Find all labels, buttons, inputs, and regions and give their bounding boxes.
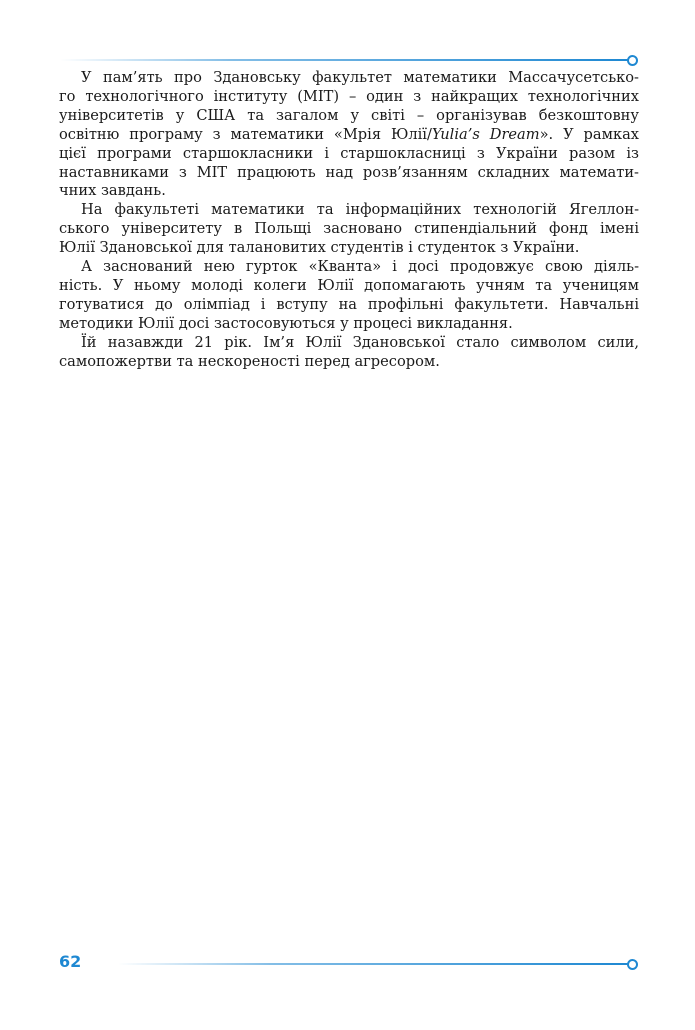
body-text <box>59 69 639 372</box>
page-number: 62 <box>59 952 82 971</box>
text-line: А заснований нею гурток «Кванта» і досі продовжує свою діяль- <box>81 258 639 276</box>
text-line: Їй назавжди 21 рік. Ім’я Юлії Здановської стало символом сили, <box>81 333 639 351</box>
text-line: чних завдань. <box>59 182 166 200</box>
text-segment: ». У рамках <box>539 125 639 143</box>
paragraph <box>59 201 639 258</box>
text-line <box>59 126 639 145</box>
header-divider-end-circle <box>627 55 638 66</box>
text-line: ського університету в Польщі засновано стипендіальний фонд імені <box>59 220 639 238</box>
text-line: університетів у США та загалом у світі – організував безкоштовну <box>59 106 639 124</box>
text-line: го технологічного інституту (МІТ) – один з найкращих технологічних <box>59 87 639 105</box>
text-segment: освітню програму з математики «Мрія Юлії/ <box>59 125 432 143</box>
text-line: самопожертви та нескореності перед агресором. <box>59 352 440 370</box>
paragraph <box>59 69 639 201</box>
text-line: У пам’ять про Здановську факультет математики Массачусетсько- <box>81 69 639 86</box>
text-line: готуватися до олімпіад і вступу на профільні факультети. Навчальні <box>59 295 639 313</box>
text-line: Юлії Здановської для талановитих студентів і студенток з України. <box>59 239 580 257</box>
paragraph <box>59 258 639 334</box>
text-line: На факультеті математики та інформаційних технологій Ягеллон- <box>81 201 639 219</box>
text-line: методики Юлії досі застосовуються у процесі викладання. <box>59 314 513 332</box>
text-line: ність. У ньому молоді колеги Юлії допомагають учням та ученицям <box>59 276 639 294</box>
text-line: цієї програми старшокласники і старшокласниці з України разом із <box>59 144 639 162</box>
text-line: наставниками з МІТ працюють над розв’язанням складних математи- <box>59 163 639 181</box>
header-divider-line <box>60 59 628 61</box>
italic-title: Yulia’s Dream <box>431 125 540 143</box>
footer-divider-end-circle <box>627 959 638 970</box>
footer-divider-line <box>118 963 628 965</box>
paragraph <box>59 334 639 372</box>
